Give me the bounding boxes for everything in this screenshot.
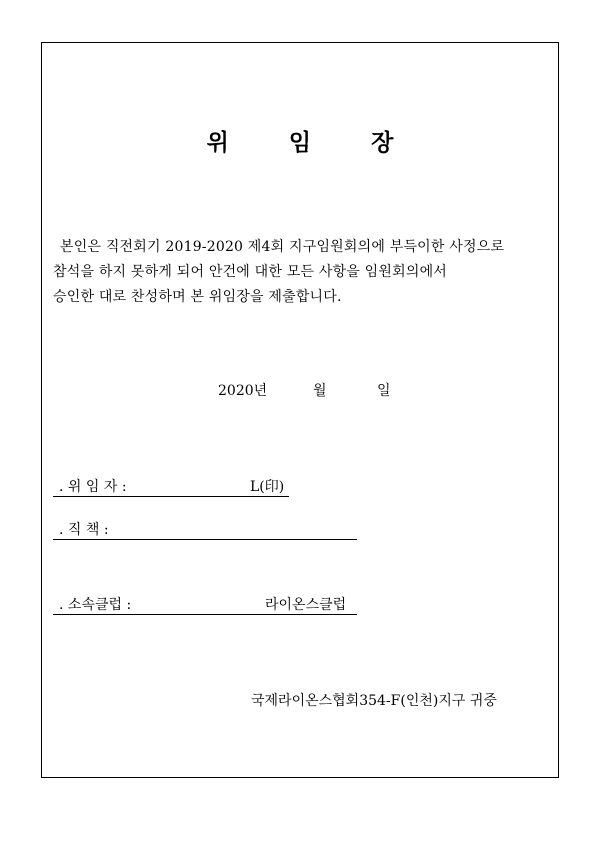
delegate-label: . 위 임 자 : [59,479,127,495]
position-field[interactable] [53,519,357,540]
date-day: 일 [377,383,391,399]
position-label: . 직 책 : [59,522,109,538]
club-field[interactable] [53,594,357,615]
club-label: . 소속클럽 : [59,597,132,613]
date-month: 월 [313,383,327,399]
body-line-2: 참석을 하지 못하게 되어 안건에 대한 모든 사항을 임원회의에서 [53,264,448,280]
date-year: 2020년 [218,383,268,399]
delegate-field[interactable] [53,476,289,497]
delegate-seal: L(印) [250,479,285,495]
addressee: 국제라이온스협회354-F(인천)지구 귀중 [251,693,497,709]
body-line-3: 승인한 대로 찬성하며 본 위임장을 제출합니다. [53,289,342,305]
body-line-1: 본인은 직전회기 2019-2020 제4회 지구임원회의에 부득이한 사정으로 [60,239,505,255]
club-value: 라이온스클럽 [265,597,347,613]
document-title: 위 임 장 [206,129,420,156]
